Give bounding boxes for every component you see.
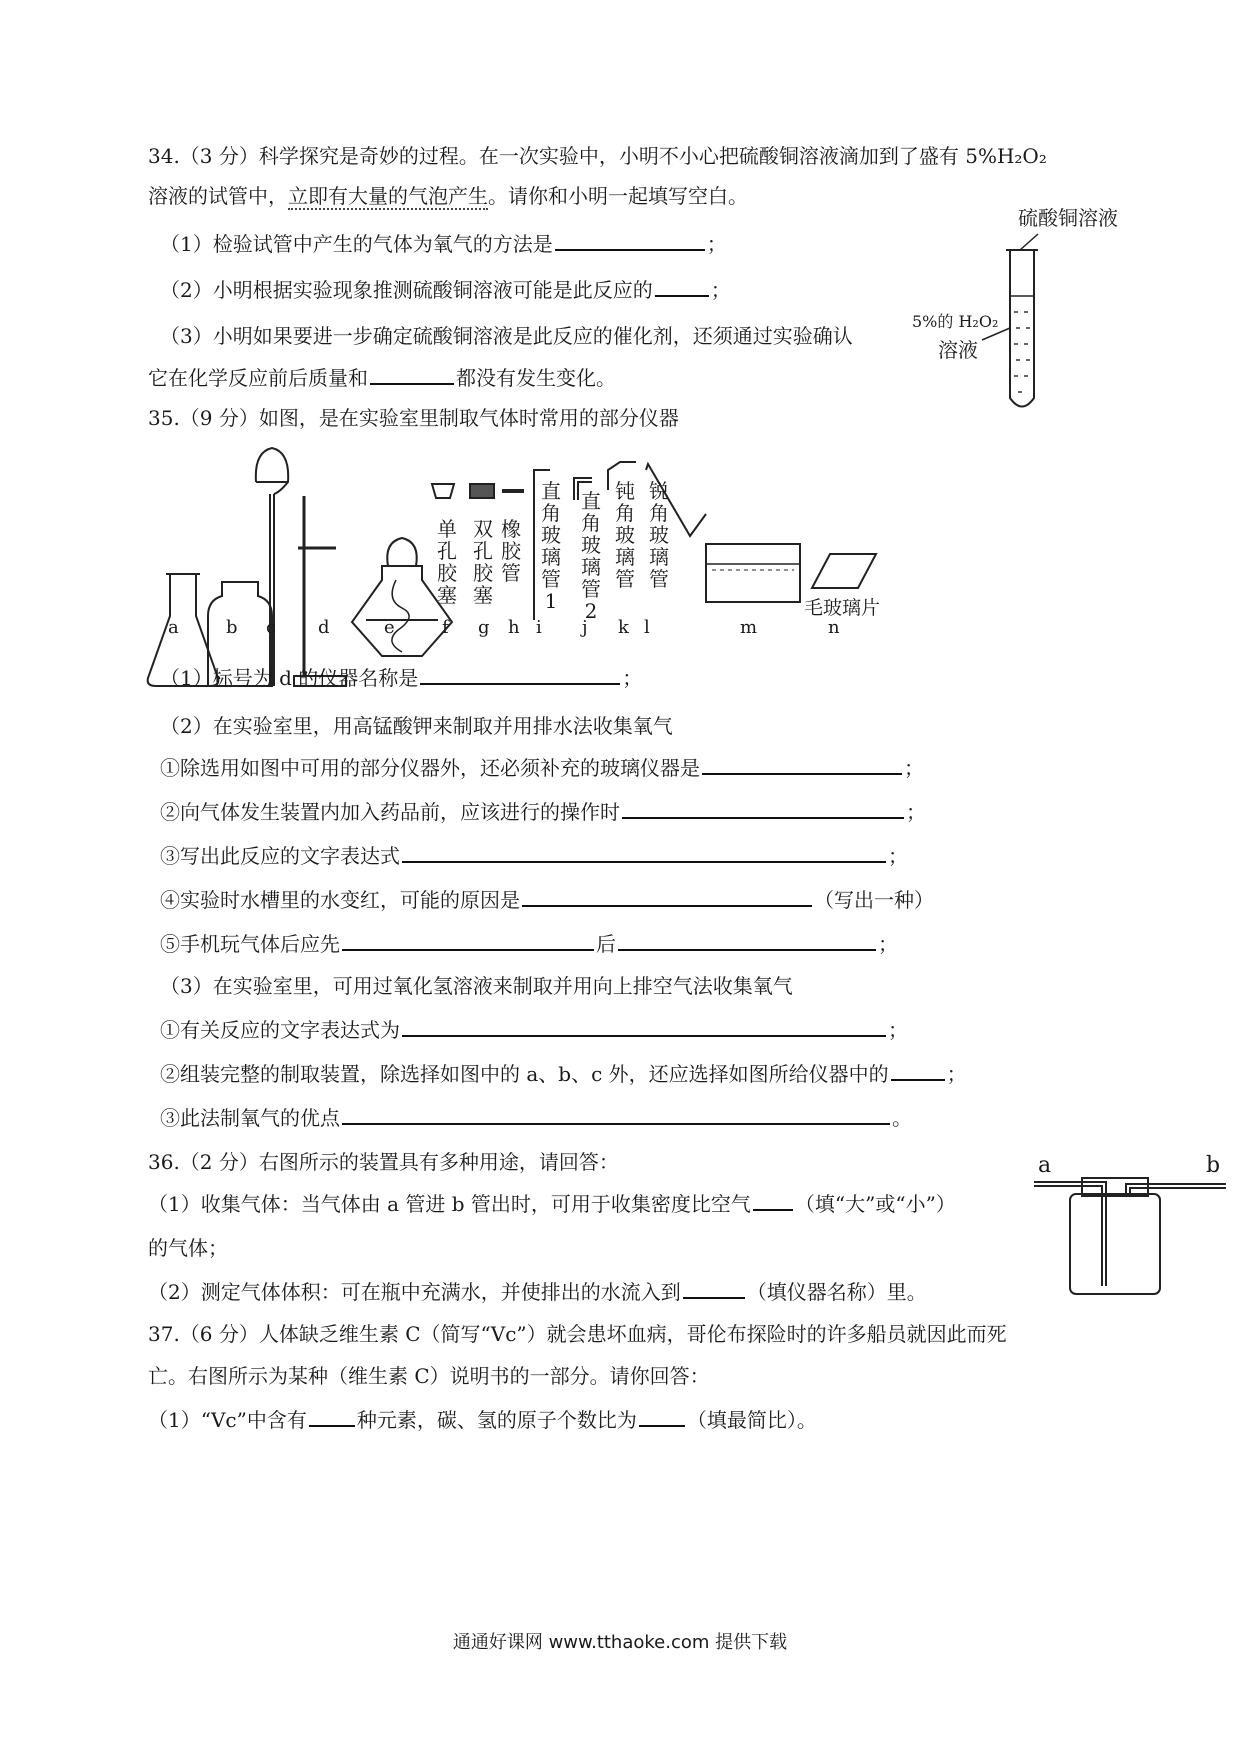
- q35-part3-3-end: 。: [892, 1106, 912, 1130]
- q34-part2: [160, 276, 731, 304]
- q34-part2-text: （2）小明根据实验现象推测硫酸铜溶液可能是此反应的: [160, 278, 653, 302]
- q35-part2-text: （2）在实验室里，用高锰酸钾来制取并用排水法收集氧气: [160, 714, 673, 738]
- q37-stem-text-a: 37.（6 分）人体缺乏维生素 C（简写“Vc”）就会患坏血病，哥伦布探险时的许多船员就因此而死: [148, 1322, 1007, 1346]
- q35-part2-5-text: ⑤手机玩气体后应先: [160, 932, 340, 956]
- q35-part2-4-end: （写出一种）: [814, 888, 934, 912]
- q36-part1-cont: [148, 1234, 228, 1262]
- q35-part2-5-blank-first[interactable]: [342, 931, 594, 951]
- q37-part1: [148, 1406, 817, 1434]
- q36-part2-text: （2）测定气体体积：可在瓶中充满水，并使排出的水流入到: [148, 1280, 681, 1304]
- q34-part1-end: ；: [706, 232, 727, 256]
- tube-a-label: a: [1038, 1153, 1052, 1178]
- page-footer: 通通好课网 www.tthaoke.com 提供下载: [452, 1632, 788, 1653]
- q34-stem-text-b-post: 。请你和小明一起填写空白。: [488, 184, 748, 208]
- label-double-hole-stopper: 双孔胶塞: [473, 517, 493, 607]
- q35-part2-3-text: ③写出此反应的文字表达式: [160, 844, 400, 868]
- q34-part1-text: （1）检验试管中产生的气体为氧气的方法是: [160, 232, 553, 256]
- q35-stem: [148, 404, 679, 432]
- label-obtuse-tube: 钝角玻璃管: [615, 479, 635, 591]
- q35-part3-1: [160, 1016, 908, 1044]
- q34-part2-blank[interactable]: [655, 277, 709, 297]
- q35-part2-1-text: ①除选用如图中可用的部分仪器外，还必须补充的玻璃仪器是: [160, 756, 700, 780]
- q35-part3-2-end: ；: [946, 1062, 967, 1086]
- gas-bottle-figure: [1030, 1153, 1230, 1296]
- q34-emphasis-text: 立即有大量的气泡产生: [288, 184, 488, 208]
- alcohol-lamp-e: [387, 538, 416, 566]
- q35-part3: [160, 972, 793, 1000]
- q35-part2-3: [160, 842, 908, 870]
- letter-l: l: [644, 617, 650, 638]
- q35-part2-1: [160, 754, 924, 782]
- label-right-angle-tube-2: 直角玻璃管2: [581, 489, 601, 623]
- q37-stem-line1: [148, 1320, 1007, 1348]
- q35-part3-2-text: ②组装完整的制取装置，除选择如图中的 a、b、c 外，还应选择如图所给仪器中的: [160, 1062, 889, 1086]
- q35-part2-2: [160, 798, 926, 826]
- q34-stem-line2: [148, 182, 748, 210]
- letter-j: j: [582, 617, 588, 638]
- q35-part3-3-blank[interactable]: [342, 1105, 890, 1125]
- q35-part2-5-blank-second[interactable]: [618, 931, 876, 951]
- glass-plate-n: [812, 554, 876, 588]
- q35-part2-4-text: ④实验时水槽里的水变红，可能的原因是: [160, 888, 520, 912]
- q35-part3-3: [160, 1104, 912, 1132]
- q34-part1: [160, 230, 727, 258]
- letter-g: g: [478, 617, 490, 638]
- q35-part3-2: [160, 1060, 967, 1088]
- q37-part1-end: （填最简比）。: [686, 1408, 817, 1432]
- solution-label: 溶液: [938, 338, 978, 362]
- q35-part3-1-blank[interactable]: [402, 1017, 886, 1037]
- label-acute-tube: 锐角玻璃管: [649, 479, 669, 591]
- letter-d: d: [318, 617, 330, 638]
- q37-part1-text: （1）“Vc”中含有: [148, 1408, 307, 1432]
- q35-part2-4: [160, 886, 934, 914]
- h2o2-label: 5%的 H₂O₂: [912, 312, 999, 331]
- stopper-f: [432, 484, 454, 498]
- funnel-c: [256, 448, 288, 494]
- q37-part1-blank-second[interactable]: [639, 1407, 685, 1427]
- q34-stem-line1: [148, 142, 1047, 170]
- letter-e: e: [384, 617, 395, 638]
- letter-f: f: [442, 617, 449, 638]
- q37-part1-blank-first[interactable]: [309, 1407, 355, 1427]
- q35-part2-2-blank[interactable]: [622, 799, 904, 819]
- q35-part2-2-text: ②向气体发生装置内加入药品前，应该进行的操作时: [160, 800, 620, 824]
- q36-stem-text: 36.（2 分）右图所示的装置具有多种用途，请回答：: [148, 1150, 619, 1174]
- q34-stem-text-a: 34.（3 分）科学探究是奇妙的过程。在一次实验中，小明不小心把硫酸铜溶液滴加到了盛有 5%H₂O₂: [148, 144, 1047, 168]
- q34-part3-text-b: 它在化学反应前后质量和: [148, 366, 368, 390]
- q35-part1-text: （1）标号为 d 的仪器名称是: [160, 666, 419, 690]
- q35-part2-5: [160, 930, 898, 958]
- letter-a: a: [168, 617, 179, 638]
- q34-stem-text-b-pre: 溶液的试管中，: [148, 184, 288, 208]
- q35-part1: [160, 664, 642, 692]
- q36-part1-end: （填“大”或“小”）: [794, 1192, 956, 1216]
- q35-part2: [160, 712, 673, 740]
- label-single-hole-stopper: 单孔胶塞: [437, 517, 457, 607]
- q35-part1-blank[interactable]: [420, 665, 620, 685]
- q35-part2-2-end: ；: [906, 800, 926, 824]
- q34-part2-end: ；: [710, 278, 731, 302]
- letter-i: i: [536, 617, 542, 638]
- q35-part2-1-blank[interactable]: [702, 755, 902, 775]
- q35-part2-1-end: ；: [904, 756, 924, 780]
- q35-part1-end: ；: [622, 666, 643, 690]
- label-rubber-tube: 橡胶管: [501, 517, 521, 585]
- q36-part1: [148, 1190, 956, 1218]
- q36-part2-blank[interactable]: [683, 1279, 745, 1299]
- q36-part1-cont-text: 的气体；: [148, 1236, 228, 1260]
- q36-stem: [148, 1148, 619, 1176]
- letter-k: k: [618, 617, 629, 638]
- q35-part2-4-blank[interactable]: [522, 887, 812, 907]
- q34-test-tube-figure: [912, 206, 1120, 420]
- stopper-g: [470, 484, 494, 498]
- label-right-angle-tube-1: 直角玻璃管1: [541, 479, 561, 613]
- letter-h: h: [508, 617, 520, 638]
- gas-bottle-drawing: [1030, 1153, 1230, 1296]
- q35-stem-text: 35.（9 分）如图，是在实验室里制取气体时常用的部分仪器: [148, 406, 679, 430]
- water-trough-m: [706, 544, 800, 602]
- q34-part3-blank[interactable]: [370, 365, 454, 385]
- q35-part3-3-text: ③此法制氧气的优点: [160, 1106, 340, 1130]
- q34-part3-end: 都没有发生变化。: [456, 366, 616, 390]
- letter-m: m: [740, 617, 758, 638]
- q37-stem-line2: [148, 1362, 710, 1390]
- label-ground-glass: 毛玻璃片: [804, 597, 881, 619]
- q36-part1-blank[interactable]: [753, 1191, 793, 1211]
- q34-part1-blank[interactable]: [555, 231, 705, 251]
- q36-part2: [148, 1278, 927, 1306]
- q35-part3-1-text: ①有关反应的文字表达式为: [160, 1018, 400, 1042]
- copper-sulfate-label: 硫酸铜溶液: [1018, 206, 1118, 230]
- q35-part3-2-blank[interactable]: [891, 1061, 945, 1081]
- q37-part1-mid: 种元素，碳、氢的原子个数比为: [356, 1408, 637, 1432]
- letter-c: c: [266, 617, 277, 638]
- q35-part3-1-end: ；: [888, 1018, 908, 1042]
- q35-part2-5-end: ；: [878, 932, 898, 956]
- q37-stem-text-b: 亡。右图所示为某种（维生素 C）说明书的一部分。请你回答：: [148, 1364, 710, 1388]
- q35-part2-5-mid: 后: [596, 932, 616, 956]
- q35-part2-3-blank[interactable]: [402, 843, 886, 863]
- q36-part2-end: （填仪器名称）里。: [746, 1280, 927, 1304]
- letter-n: n: [828, 617, 840, 638]
- q34-part3-line2: [148, 364, 616, 392]
- q35-part3-text: （3）在实验室里，可用过氧化氢溶液来制取并用向上排空气法收集氧气: [160, 974, 793, 998]
- q36-part1-text: （1）收集气体：当气体由 a 管进 b 管出时，可用于收集密度比空气: [148, 1192, 751, 1216]
- tube-b-label: b: [1206, 1153, 1221, 1178]
- q35-part2-3-end: ；: [888, 844, 908, 868]
- q34-part3-line1: [160, 322, 853, 350]
- letter-b: b: [226, 617, 238, 638]
- q34-part3-text-a: （3）小明如果要进一步确定硫酸铜溶液是此反应的催化剂，还须通过实验确认: [160, 324, 853, 348]
